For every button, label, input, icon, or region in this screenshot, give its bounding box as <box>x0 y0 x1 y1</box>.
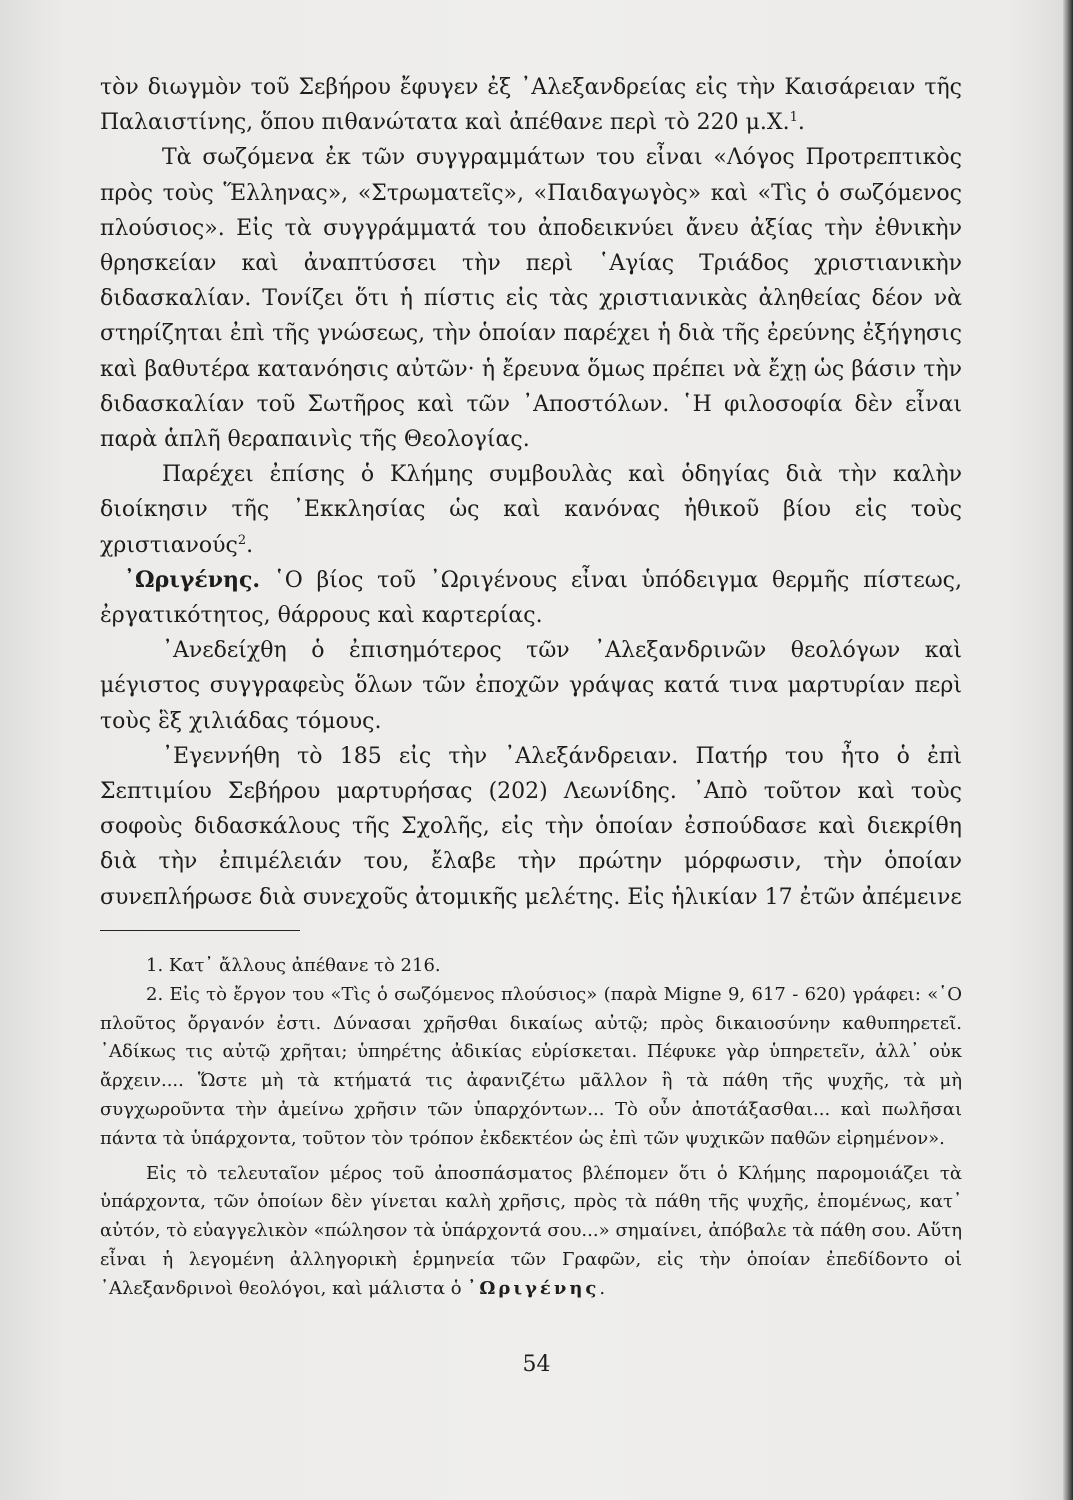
section-heading-origen: ᾽Ωριγένης. <box>124 566 261 593</box>
footnote-divider <box>100 930 300 931</box>
origen-name-spaced: ᾽Ωριγένης <box>467 1277 600 1299</box>
main-text <box>100 70 962 915</box>
footnotes <box>100 952 962 1304</box>
footnote-2: 2. Εἰς τὸ ἔργον του «Τὶς ὁ σωζόμενος πλούσιος» (παρὰ Migne 9, 617 - 620) γράφει: «῾Ο πλοῦτος ὄργανόν ἐστι. Δύνασαι χρῆσθαι δικαίως αὐτῷ; πρὸς δικαιοσύνην καθυπηρετεῖ. ᾽Αδίκως τις αὐτῷ χρῆται; ὑπηρέτης ἀδικίας εὑρίσκεται. Πέφυκε γὰρ ὑπηρετεῖν, ἀλλ᾽ οὐκ ἄρχειν.... Ὥστε μὴ τὰ κτήματά τις ἀφανιζέτω μᾶλλον ἢ τὰ πάθη τῆς ψυχῆς, τὰ μὴ συγχωροῦντα τὴν ἀμείνω χρῆσιν τῶν ὑπαρχόντων... Τὸ οὖν ἀποτάξασθαι... καὶ πωλῆσαι πάντα τὰ ὑπάρχοντα, τοῦτον τὸν τρόπον ἐκδεκτέον ὡς ἐπὶ τῶν ψυχικῶν παθῶν εἰρημένον». <box>100 983 962 1149</box>
footnote-ref-2: 2 <box>237 532 247 548</box>
footnote-2-continuation: Εἰς τὸ τελευταῖον μέρος τοῦ ἀποσπάσματος βλέπομεν ὅτι ὁ Κλήμης παρομοιάζει τὰ ὑπάρχοντα, τῶν ὁποίων δὲν γίνεται καλὴ χρῆσις, πρὸς τὰ πάθη τῆς ψυχῆς, ἑπομένως, κατ᾽ αὐτόν, τὸ εὐαγγελικὸν «πώλησον τὰ ὑπάρχοντά σου...» σημαίνει, ἀπόβαλε τὰ πάθη σου. Αὕτη εἶναι ἡ λεγομένη ἀλληγορικὴ ἑρμηνεία τῶν Γραφῶν, εἰς τὴν ὁποίαν ἐπεδίδοντο οἱ ᾽Αλεξανδρινοὶ θεολόγοι, καὶ μάλιστα ὁ ᾽Ωριγένης. <box>100 1162 962 1299</box>
paragraph-1: τὸν διωγμὸν τοῦ Σεβήρου ἔφυγεν ἐξ ᾽Αλεξανδρείας εἰς τὴν Καισάρειαν τῆς Παλαιστίνης, ὅπου πιθανώτατα καὶ ἀπέθανε περὶ τὸ 220 μ.Χ.$^1$. <box>100 75 962 136</box>
paragraph-5: ᾽Ανεδείχθη ὁ ἐπισημότερος τῶν ᾽Αλεξανδρινῶν θεολόγων καὶ μέγιστος συγγραφεὺς ὅλων τῶν ἐποχῶν γράψας κατά τινα μαρτυρίαν περὶ τοὺς ἓξ χιλιάδας τόμους. <box>100 638 962 734</box>
footnote-1: 1. Κατ᾽ ἄλλους ἀπέθανε τὸ 216. <box>146 955 441 976</box>
page-edge-shadow <box>1063 0 1073 1500</box>
paragraph-3: Παρέχει ἐπίσης ὁ Κλήμης συμβουλὰς καὶ ὁδηγίας διὰ τὴν καλὴν διοίκησιν τῆς ᾽Εκκλησίας ὡς καὶ κανόνας ἠθικοῦ βίου εἰς τοὺς χριστιανούς$^2$. <box>100 462 962 558</box>
paragraph-2: Τὰ σωζόμενα ἐκ τῶν συγγραμμάτων του εἶναι «Λόγος Προτρεπτικὸς πρὸς τοὺς Ἕλληνας», «Στρωματεῖς», «Παιδαγωγὸς» καὶ «Τὶς ὁ σωζόμενος πλούσιος». Εἰς τὰ συγγράμματά του ἀποδεικνύει ἄνευ ἀξίας τὴν ἐθνικὴν θρησκείαν καὶ ἀναπτύσσει τὴν περὶ ῾Αγίας Τριάδος χριστιανικὴν διδασκαλίαν. Τονίζει ὅτι ἡ πίστις εἰς τὰς χριστιανικὰς ἀληθείας δέον νὰ στηρίζηται ἐπὶ τῆς γνώσεως, τὴν ὁποίαν παρέχει ἡ διὰ τῆς ἐρεύνης ἐξήγησις καὶ βαθυτέρα κατανόησις αὐτῶν· ἡ ἔρευνα ὅμως πρέπει νὰ ἔχῃ ὡς βάσιν τὴν διδασκαλίαν τοῦ Σωτῆρος καὶ τῶν ᾽Αποστόλων. ῾Η φιλοσοφία δὲν εἶναι παρὰ ἁπλῆ θεραπαινὶς τῆς Θεολογίας. <box>100 145 962 453</box>
paragraph-6: ᾽Εγεννήθη τὸ 185 εἰς τὴν ᾽Αλεξάνδρειαν. Πατήρ του ἦτο ὁ ἐπὶ Σεπτιμίου Σεβήρου μαρτυρήσας (202) Λεωνίδης. ᾽Απὸ τοῦτον καὶ τοὺς σοφοὺς διδασκάλους τῆς Σχολῆς, εἰς τὴν ὁποίαν ἐσπούδασε καὶ διεκρίθη διὰ τὴν ἐπιμέλειάν του, ἔλαβε τὴν πρώτην μόρφωσιν, τὴν ὁποίαν συνεπλήρωσε διὰ συνεχοῦς ἀτομικῆς μελέτης. Εἰς ἡλικίαν 17 ἐτῶν ἀπέμεινε <box>100 743 962 910</box>
footnote-ref-1: 1 <box>789 110 798 126</box>
paragraph-origen: ᾽Ωριγένης. ῾Ο βίος τοῦ ᾽Ωριγένους εἶναι ὑπόδειγμα θερμῆς πίστεως, ἐργατικότητος, θάρρους καὶ καρτερίας. <box>100 566 962 629</box>
page-number: 54 <box>522 1352 551 1377</box>
